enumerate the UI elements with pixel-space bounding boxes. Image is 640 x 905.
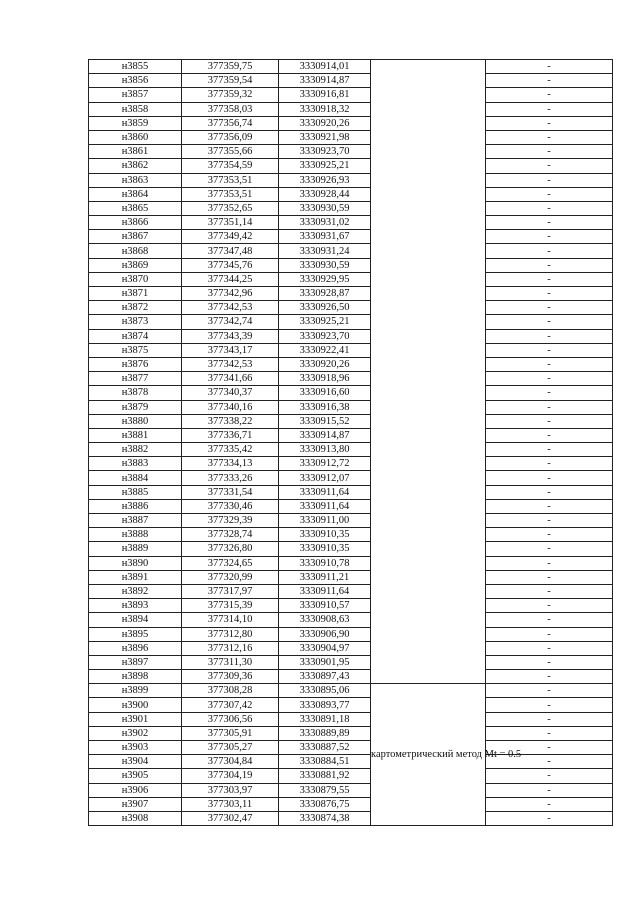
x-coordinate-cell: 377356,09 [182, 130, 279, 144]
x-coordinate-cell: 377326,80 [182, 542, 279, 556]
x-coordinate-cell: 377320,99 [182, 570, 279, 584]
point-name-cell: н3908 [89, 811, 182, 825]
table-row [89, 315, 613, 329]
y-coordinate-cell: 3330923,70 [279, 329, 371, 343]
point-name-cell: н3859 [89, 116, 182, 130]
note-cell: - [486, 272, 613, 286]
x-coordinate-cell: 377342,53 [182, 357, 279, 371]
x-coordinate-cell: 377314,10 [182, 613, 279, 627]
y-coordinate-cell: 3330897,43 [279, 670, 371, 684]
y-coordinate-cell: 3330930,59 [279, 201, 371, 215]
point-name-cell: н3872 [89, 301, 182, 315]
note-cell: - [486, 712, 613, 726]
y-coordinate-cell: 3330931,24 [279, 244, 371, 258]
y-coordinate-cell: 3330887,52 [279, 741, 371, 755]
x-coordinate-cell: 377330,46 [182, 499, 279, 513]
x-coordinate-cell: 377302,47 [182, 811, 279, 825]
point-name-cell: н3876 [89, 357, 182, 371]
x-coordinate-cell: 377349,42 [182, 230, 279, 244]
note-cell: - [486, 428, 613, 442]
note-cell: - [486, 726, 613, 740]
point-name-cell: н3885 [89, 485, 182, 499]
point-name-cell: н3894 [89, 613, 182, 627]
note-cell: - [486, 655, 613, 669]
x-coordinate-cell: 377315,39 [182, 599, 279, 613]
table-row [89, 471, 613, 485]
x-coordinate-cell: 377335,42 [182, 443, 279, 457]
point-name-cell: н3895 [89, 627, 182, 641]
method-cell-lower: картометрический метод Mt = 0.5 [371, 684, 486, 826]
y-coordinate-cell: 3330913,80 [279, 443, 371, 457]
point-name-cell: н3864 [89, 187, 182, 201]
y-coordinate-cell: 3330906,90 [279, 627, 371, 641]
table-row [89, 783, 613, 797]
table-row [89, 755, 613, 769]
x-coordinate-cell: 377338,22 [182, 414, 279, 428]
table-row [89, 287, 613, 301]
table-row [89, 584, 613, 598]
table-row [89, 741, 613, 755]
x-coordinate-cell: 377359,75 [182, 60, 279, 74]
x-coordinate-cell: 377342,96 [182, 287, 279, 301]
y-coordinate-cell: 3330914,01 [279, 60, 371, 74]
note-cell: - [486, 613, 613, 627]
note-cell: - [486, 187, 613, 201]
point-name-cell: н3857 [89, 88, 182, 102]
point-name-cell: н3902 [89, 726, 182, 740]
note-cell: - [486, 641, 613, 655]
y-coordinate-cell: 3330910,57 [279, 599, 371, 613]
table-row [89, 613, 613, 627]
y-coordinate-cell: 3330911,64 [279, 485, 371, 499]
y-coordinate-cell: 3330915,52 [279, 414, 371, 428]
x-coordinate-cell: 377355,66 [182, 145, 279, 159]
table-row [89, 528, 613, 542]
point-name-cell: н3878 [89, 386, 182, 400]
point-name-cell: н3889 [89, 542, 182, 556]
note-cell: - [486, 670, 613, 684]
table-row [89, 542, 613, 556]
table-row [89, 329, 613, 343]
point-name-cell: н3884 [89, 471, 182, 485]
x-coordinate-cell: 377329,39 [182, 514, 279, 528]
table-row [89, 797, 613, 811]
x-coordinate-cell: 377333,26 [182, 471, 279, 485]
point-name-cell: н3877 [89, 372, 182, 386]
y-coordinate-cell: 3330910,35 [279, 542, 371, 556]
y-coordinate-cell: 3330904,97 [279, 641, 371, 655]
y-coordinate-cell: 3330893,77 [279, 698, 371, 712]
point-name-cell: н3862 [89, 159, 182, 173]
y-coordinate-cell: 3330925,21 [279, 159, 371, 173]
y-coordinate-cell: 3330910,78 [279, 556, 371, 570]
y-coordinate-cell: 3330916,81 [279, 88, 371, 102]
y-coordinate-cell: 3330920,26 [279, 116, 371, 130]
x-coordinate-cell: 377305,91 [182, 726, 279, 740]
x-coordinate-cell: 377353,51 [182, 173, 279, 187]
y-coordinate-cell: 3330884,51 [279, 755, 371, 769]
point-name-cell: н3893 [89, 599, 182, 613]
y-coordinate-cell: 3330926,93 [279, 173, 371, 187]
note-cell: - [486, 514, 613, 528]
table-row [89, 187, 613, 201]
table-row [89, 514, 613, 528]
x-coordinate-cell: 377352,65 [182, 201, 279, 215]
note-cell: - [486, 570, 613, 584]
point-name-cell: н3907 [89, 797, 182, 811]
note-cell: - [486, 329, 613, 343]
y-coordinate-cell: 3330889,89 [279, 726, 371, 740]
table-row [89, 102, 613, 116]
point-name-cell: н3866 [89, 216, 182, 230]
table-row [89, 60, 613, 74]
point-name-cell: н3891 [89, 570, 182, 584]
x-coordinate-cell: 377345,76 [182, 258, 279, 272]
point-name-cell: н3868 [89, 244, 182, 258]
x-coordinate-cell: 377304,19 [182, 769, 279, 783]
note-cell: - [486, 216, 613, 230]
point-name-cell: н3899 [89, 684, 182, 698]
point-name-cell: н3906 [89, 783, 182, 797]
y-coordinate-cell: 3330876,75 [279, 797, 371, 811]
note-cell: - [486, 627, 613, 641]
note-cell: - [486, 471, 613, 485]
x-coordinate-cell: 377317,97 [182, 584, 279, 598]
table-row [89, 230, 613, 244]
x-coordinate-cell: 377342,53 [182, 301, 279, 315]
note-cell: - [486, 244, 613, 258]
point-name-cell: н3875 [89, 343, 182, 357]
note-cell: - [486, 542, 613, 556]
note-cell: - [486, 258, 613, 272]
note-cell: - [486, 684, 613, 698]
point-name-cell: н3865 [89, 201, 182, 215]
point-name-cell: н3858 [89, 102, 182, 116]
point-name-cell: н3860 [89, 130, 182, 144]
table-row [89, 130, 613, 144]
note-cell: - [486, 159, 613, 173]
table-row [89, 599, 613, 613]
x-coordinate-cell: 377340,37 [182, 386, 279, 400]
x-coordinate-cell: 377334,13 [182, 457, 279, 471]
x-coordinate-cell: 377359,54 [182, 74, 279, 88]
x-coordinate-cell: 377324,65 [182, 556, 279, 570]
note-cell: - [486, 372, 613, 386]
table-row [89, 357, 613, 371]
y-coordinate-cell: 3330923,70 [279, 145, 371, 159]
x-coordinate-cell: 377340,16 [182, 400, 279, 414]
x-coordinate-cell: 377344,25 [182, 272, 279, 286]
x-coordinate-cell: 377331,54 [182, 485, 279, 499]
point-name-cell: н3874 [89, 329, 182, 343]
table-row [89, 457, 613, 471]
y-coordinate-cell: 3330908,63 [279, 613, 371, 627]
table-row [89, 116, 613, 130]
point-name-cell: н3881 [89, 428, 182, 442]
note-cell: - [486, 556, 613, 570]
y-coordinate-cell: 3330910,35 [279, 528, 371, 542]
x-coordinate-cell: 377328,74 [182, 528, 279, 542]
y-coordinate-cell: 3330928,44 [279, 187, 371, 201]
x-coordinate-cell: 377308,28 [182, 684, 279, 698]
x-coordinate-cell: 377311,30 [182, 655, 279, 669]
y-coordinate-cell: 3330918,96 [279, 372, 371, 386]
table-row [89, 145, 613, 159]
method-cell-upper [371, 60, 486, 684]
x-coordinate-cell: 377306,56 [182, 712, 279, 726]
y-coordinate-cell: 3330928,87 [279, 287, 371, 301]
coordinate-table-body [89, 60, 613, 826]
point-name-cell: н3871 [89, 287, 182, 301]
note-cell: - [486, 357, 613, 371]
x-coordinate-cell: 377347,48 [182, 244, 279, 258]
y-coordinate-cell: 3330912,72 [279, 457, 371, 471]
table-row [89, 670, 613, 684]
y-coordinate-cell: 3330916,60 [279, 386, 371, 400]
note-cell: - [486, 201, 613, 215]
point-name-cell: н3897 [89, 655, 182, 669]
note-cell: - [486, 499, 613, 513]
table-row [89, 173, 613, 187]
point-name-cell: н3886 [89, 499, 182, 513]
table-row [89, 684, 613, 698]
table-row [89, 556, 613, 570]
note-cell: - [486, 528, 613, 542]
table-row [89, 372, 613, 386]
point-name-cell: н3869 [89, 258, 182, 272]
note-cell: - [486, 230, 613, 244]
note-cell: - [486, 414, 613, 428]
table-row [89, 301, 613, 315]
x-coordinate-cell: 377303,97 [182, 783, 279, 797]
y-coordinate-cell: 3330911,64 [279, 584, 371, 598]
y-coordinate-cell: 3330914,87 [279, 74, 371, 88]
table-row [89, 499, 613, 513]
y-coordinate-cell: 3330930,59 [279, 258, 371, 272]
point-name-cell: н3870 [89, 272, 182, 286]
x-coordinate-cell: 377303,11 [182, 797, 279, 811]
table-row [89, 386, 613, 400]
table-row [89, 726, 613, 740]
table-row [89, 216, 613, 230]
point-name-cell: н3888 [89, 528, 182, 542]
table-row [89, 641, 613, 655]
x-coordinate-cell: 377341,66 [182, 372, 279, 386]
y-coordinate-cell: 3330925,21 [279, 315, 371, 329]
x-coordinate-cell: 377336,71 [182, 428, 279, 442]
table-row [89, 811, 613, 825]
point-name-cell: н3904 [89, 755, 182, 769]
x-coordinate-cell: 377307,42 [182, 698, 279, 712]
note-cell: - [486, 343, 613, 357]
coordinate-table [88, 59, 613, 826]
y-coordinate-cell: 3330918,32 [279, 102, 371, 116]
x-coordinate-cell: 377351,14 [182, 216, 279, 230]
y-coordinate-cell: 3330926,50 [279, 301, 371, 315]
y-coordinate-cell: 3330891,18 [279, 712, 371, 726]
note-cell: - [486, 386, 613, 400]
note-cell: - [486, 287, 613, 301]
point-name-cell: н3900 [89, 698, 182, 712]
point-name-cell: н3887 [89, 514, 182, 528]
y-coordinate-cell: 3330895,06 [279, 684, 371, 698]
note-cell: - [486, 599, 613, 613]
note-cell: - [486, 145, 613, 159]
point-name-cell: н3898 [89, 670, 182, 684]
point-name-cell: н3882 [89, 443, 182, 457]
point-name-cell: н3883 [89, 457, 182, 471]
x-coordinate-cell: 377312,16 [182, 641, 279, 655]
point-name-cell: н3901 [89, 712, 182, 726]
table-row [89, 443, 613, 457]
note-cell: - [486, 301, 613, 315]
x-coordinate-cell: 377304,84 [182, 755, 279, 769]
x-coordinate-cell: 377309,36 [182, 670, 279, 684]
x-coordinate-cell: 377312,80 [182, 627, 279, 641]
table-row [89, 428, 613, 442]
note-cell: - [486, 116, 613, 130]
y-coordinate-cell: 3330916,38 [279, 400, 371, 414]
y-coordinate-cell: 3330901,95 [279, 655, 371, 669]
note-cell: - [486, 457, 613, 471]
y-coordinate-cell: 3330911,64 [279, 499, 371, 513]
table-row [89, 655, 613, 669]
table-row [89, 272, 613, 286]
point-name-cell: н3855 [89, 60, 182, 74]
x-coordinate-cell: 377343,39 [182, 329, 279, 343]
point-name-cell: н3867 [89, 230, 182, 244]
x-coordinate-cell: 377356,74 [182, 116, 279, 130]
x-coordinate-cell: 377343,17 [182, 343, 279, 357]
table-row [89, 74, 613, 88]
table-row [89, 414, 613, 428]
y-coordinate-cell: 3330929,95 [279, 272, 371, 286]
note-cell: - [486, 741, 613, 755]
table-row [89, 627, 613, 641]
y-coordinate-cell: 3330921,98 [279, 130, 371, 144]
note-cell: - [486, 400, 613, 414]
note-cell: - [486, 485, 613, 499]
note-cell: - [486, 102, 613, 116]
point-name-cell: н3879 [89, 400, 182, 414]
table-row [89, 201, 613, 215]
table-row [89, 570, 613, 584]
point-name-cell: н3861 [89, 145, 182, 159]
note-cell: - [486, 443, 613, 457]
note-cell: - [486, 315, 613, 329]
point-name-cell: н3903 [89, 741, 182, 755]
note-cell: - [486, 769, 613, 783]
table-row [89, 343, 613, 357]
y-coordinate-cell: 3330911,21 [279, 570, 371, 584]
x-coordinate-cell: 377342,74 [182, 315, 279, 329]
note-cell: - [486, 783, 613, 797]
note-cell: - [486, 698, 613, 712]
note-cell: - [486, 584, 613, 598]
point-name-cell: н3896 [89, 641, 182, 655]
point-name-cell: н3892 [89, 584, 182, 598]
table-row [89, 769, 613, 783]
table-row [89, 159, 613, 173]
y-coordinate-cell: 3330879,55 [279, 783, 371, 797]
x-coordinate-cell: 377354,59 [182, 159, 279, 173]
table-row [89, 485, 613, 499]
x-coordinate-cell: 377359,32 [182, 88, 279, 102]
point-name-cell: н3905 [89, 769, 182, 783]
note-cell: - [486, 173, 613, 187]
coordinate-table-sheet [88, 59, 612, 826]
x-coordinate-cell: 377358,03 [182, 102, 279, 116]
point-name-cell: н3880 [89, 414, 182, 428]
point-name-cell: н3890 [89, 556, 182, 570]
y-coordinate-cell: 3330881,92 [279, 769, 371, 783]
note-cell: - [486, 755, 613, 769]
note-cell: - [486, 130, 613, 144]
table-row [89, 244, 613, 258]
table-row [89, 698, 613, 712]
y-coordinate-cell: 3330922,41 [279, 343, 371, 357]
point-name-cell: н3856 [89, 74, 182, 88]
y-coordinate-cell: 3330920,26 [279, 357, 371, 371]
note-cell: - [486, 797, 613, 811]
y-coordinate-cell: 3330931,02 [279, 216, 371, 230]
note-cell: - [486, 88, 613, 102]
table-row [89, 712, 613, 726]
y-coordinate-cell: 3330874,38 [279, 811, 371, 825]
y-coordinate-cell: 3330911,00 [279, 514, 371, 528]
note-cell: - [486, 60, 613, 74]
point-name-cell: н3873 [89, 315, 182, 329]
note-cell: - [486, 74, 613, 88]
table-row [89, 88, 613, 102]
y-coordinate-cell: 3330914,87 [279, 428, 371, 442]
y-coordinate-cell: 3330931,67 [279, 230, 371, 244]
point-name-cell: н3863 [89, 173, 182, 187]
table-row [89, 258, 613, 272]
x-coordinate-cell: 377353,51 [182, 187, 279, 201]
table-row [89, 400, 613, 414]
x-coordinate-cell: 377305,27 [182, 741, 279, 755]
y-coordinate-cell: 3330912,07 [279, 471, 371, 485]
note-cell: - [486, 811, 613, 825]
